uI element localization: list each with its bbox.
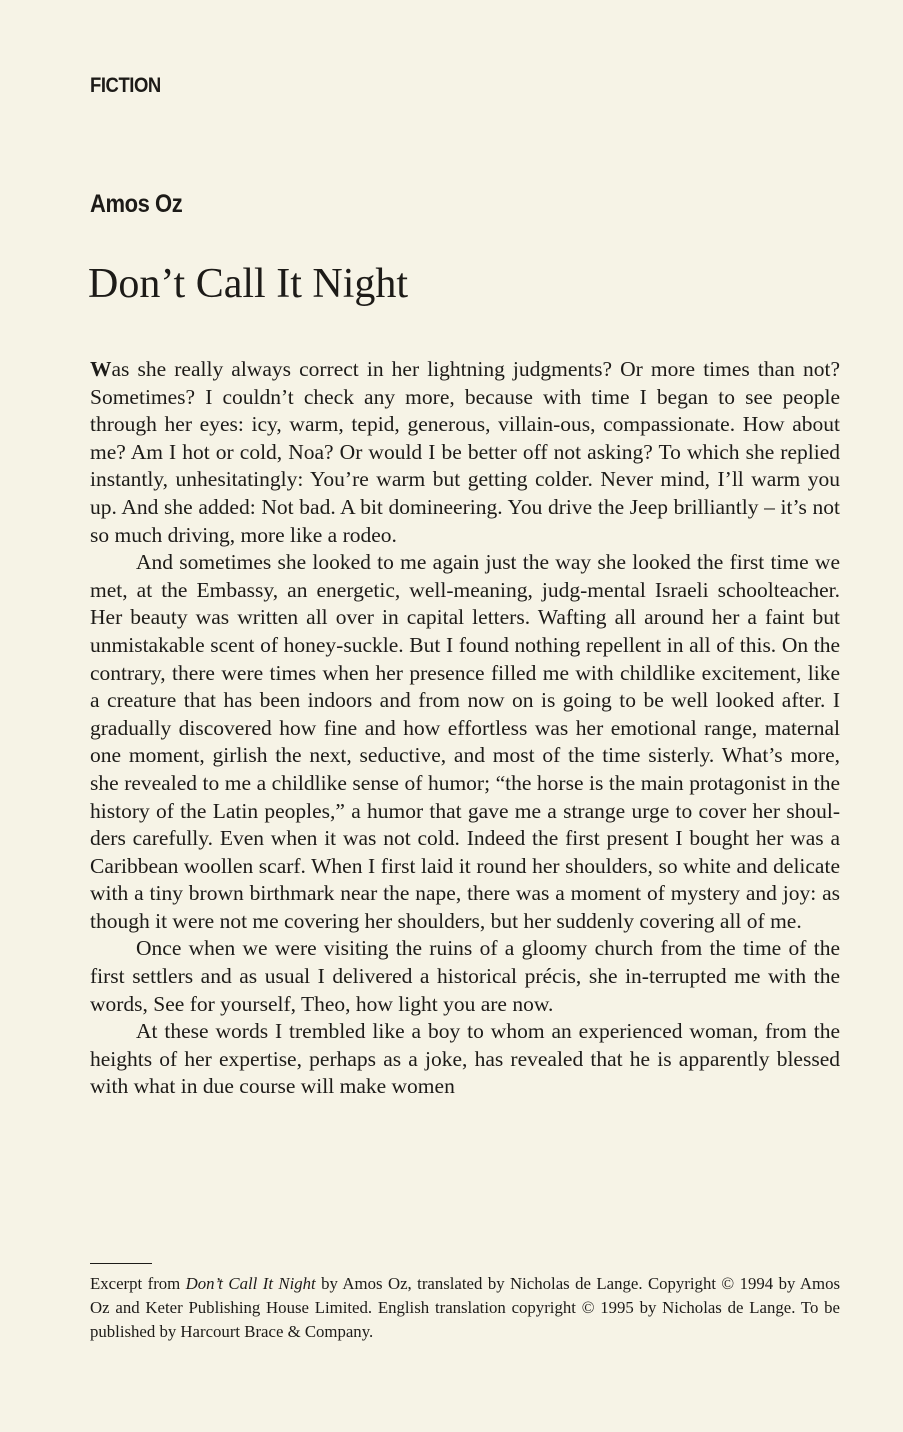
page-title: Don’t Call It Night <box>88 261 409 307</box>
paragraph: And sometimes she looked to me again just the way she looked the first time we met, at the Embassy, an energetic, well-meaning, judg-mental Israeli schoolteacher. Her beauty was written all over in capital letters. Wafting all around her a faint but unmistakable scent of honey-suckle. But I found nothing repellent in all of this. On the contrary, there were times when her presence filled me with childlike excitement, like a creature that has been indoors and from now on is going to be well looked after. I gradually discovered how fine and how effortless was her emotional range, maternal one moment, girlish the next, seductive, and most of the time sisterly. What’s more, she revealed to me a childlike sense of humor; “the horse is the main protagonist in the history of the Latin peoples,” a humor that gave me a strange urge to cover her shoul-ders carefully. Even when it was not cold. Indeed the first present I bought her was a Caribbean woollen scarf. When I first laid it round her shoulders, so white and delicate with a tiny brown birthmark near the nape, there was a moment of mystery and joy: as though it were not me covering her shoulders, but her suddenly covering all of me. <box>90 550 840 933</box>
footnote-divider <box>90 1263 152 1264</box>
article-body <box>90 356 840 1101</box>
footnote <box>90 1272 840 1344</box>
footnote-prefix: Excerpt from <box>90 1274 186 1293</box>
author-name: Amos Oz <box>90 190 183 218</box>
paragraph-text: as she really always correct in her lightning judgments? Or more times than not? Sometimes? I couldn’t check any more, because with time I began to see people through her eyes: icy, warm, tepid, generous, villain-ous, compassionate. How about me? Am I hot or cold, Noa? Or would I be better off not asking? To which she replied instantly, unhesitatingly: You’re warm but getting colder. Never mind, I’ll warm you up. And she added: Not bad. A bit domineering. You drive the Jeep brilliantly – it’s not so much driving, more like a rodeo. <box>90 357 840 547</box>
section-label: FICTION <box>90 74 161 97</box>
footnote-book-title: Don’t Call It Night <box>185 1274 316 1293</box>
footnote-text: by Amos Oz, translated by Nicholas de Lange. Copyright © 1994 by Amos Oz and Keter Publishing House Limited. English translation copyright © 1995 by Nicholas de Lange. To be published by Harcourt Brace & Company. <box>90 1274 840 1341</box>
paragraph: At these words I trembled like a boy to whom an experienced woman, from the heights of her expertise, perhaps as a joke, has revealed that he is apparently blessed with what in due course will make women <box>90 1019 840 1099</box>
paragraph <box>90 356 840 549</box>
paragraph: Once when we were visiting the ruins of a gloomy church from the time of the first settlers and as usual I delivered a historical précis, she in-terrupted me with the words, See for yourself, Theo, how light you are now. <box>90 936 840 1016</box>
drop-cap: W <box>90 357 112 381</box>
